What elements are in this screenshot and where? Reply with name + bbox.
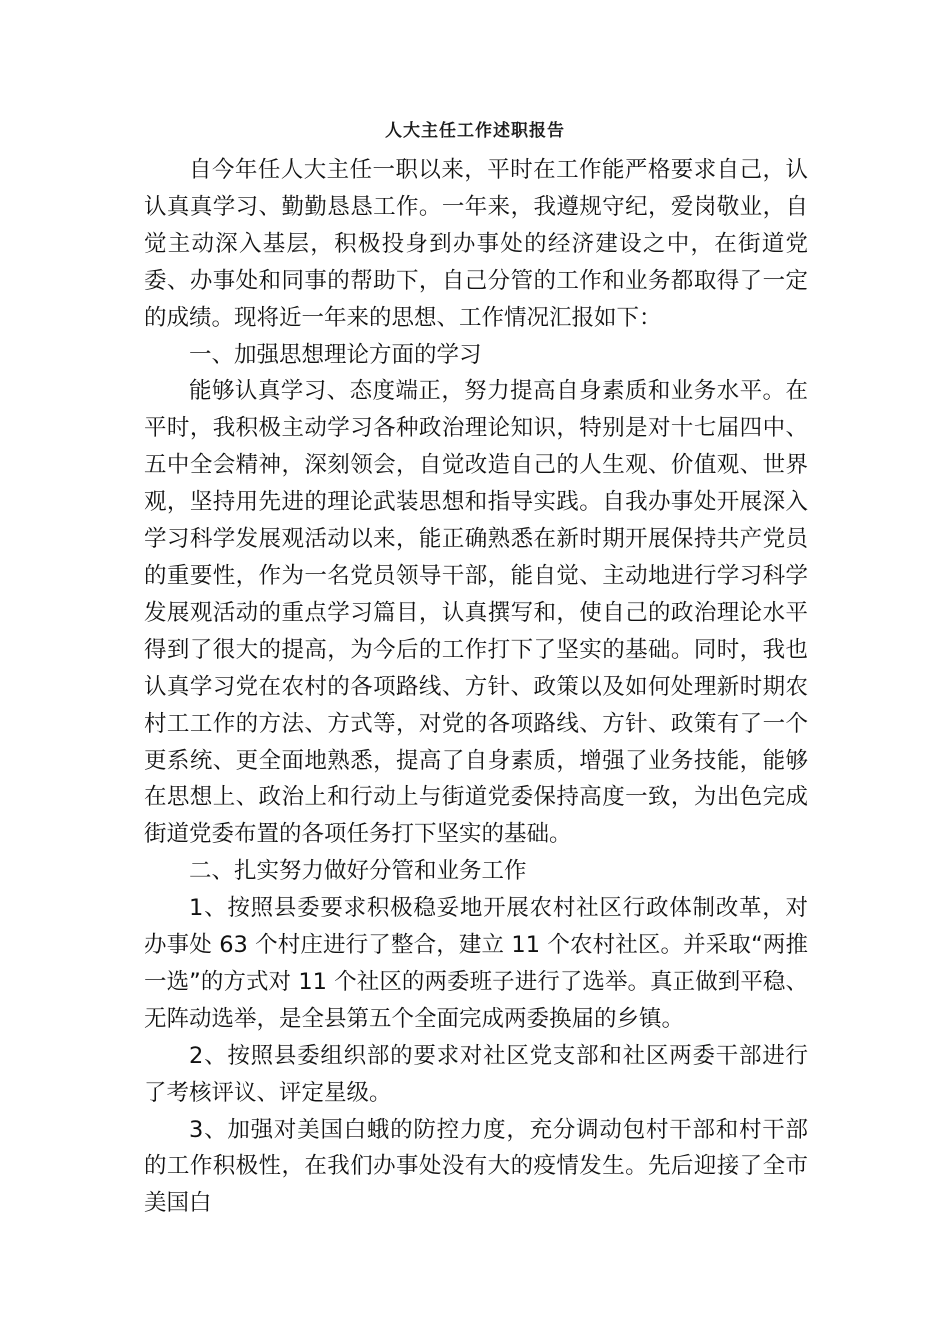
document-title: 人大主任工作述职报告	[385, 121, 565, 141]
section-heading-2: 二、扎实努力做好分管和业务工作	[189, 858, 527, 885]
section-heading-1: 一、加强思想理论方面的学习	[189, 341, 482, 368]
paragraph-item-2: 2、按照县委组织部的要求对社区党支部和社区两委干部进行了考核评议、评定星级。	[144, 1042, 808, 1106]
paragraph-intro: 自今年任人大主任一职以来，平时在工作能严格要求自己，认认真真学习、勤勤恳恳工作。一年来，我遵规守纪，爱岗敬业，自觉主动深入基层，积极投身到办事处的经济建设之中，在街道党委、办事处和同事的帮助下，自己分管的工作和业务都取得了一定的成绩。现将近一年来的思想、工作情况汇报如下：	[144, 157, 808, 331]
paragraph-item-1: 1、按照县委要求积极稳妥地开展农村社区行政体制改革，对办事处 63 个村庄进行了整合，建立 11 个农村社区。并采取“两推一选”的方式对 11 个社区的两委班子进行了选举。真正做到平稳、无阵动选举，是全县第五个全面完成两委换届的乡镇。	[144, 895, 808, 1032]
document-body	[144, 152, 808, 1222]
paragraph-theory-study: 能够认真学习、态度端正，努力提高自身素质和业务水平。在平时，我积极主动学习各种政治理论知识，特别是对十七届四中、五中全会精神，深刻领会，自觉改造自己的人生观、价值观、世界观，坚持用先进的理论武装思想和指导实践。自我办事处开展深入学习科学发展观活动以来，能正确熟悉在新时期开展保持共产党员的重要性，作为一名党员领导干部，能自觉、主动地进行学习科学发展观活动的重点学习篇目，认真撰写和，使自己的政治理论水平得到了很大的提高，为今后的工作打下了坚实的基础。同时，我也认真学习党在农村的各项路线、方针、政策以及如何处理新时期农村工工作的方法、方式等，对党的各项路线、方针、政策有了一个更系统、更全面地熟悉，提高了自身素质，增强了业务技能，能够在思想上、政治上和行动上与街道党委保持高度一致，为出色完成街道党委布置的各项任务打下坚实的基础。	[144, 378, 808, 848]
paragraph-item-3: 3、加强对美国白蛾的防控力度，充分调动包村干部和村干部的工作积极性，在我们办事处没有大的疫情发生。先后迎接了全市美国白	[144, 1116, 808, 1217]
